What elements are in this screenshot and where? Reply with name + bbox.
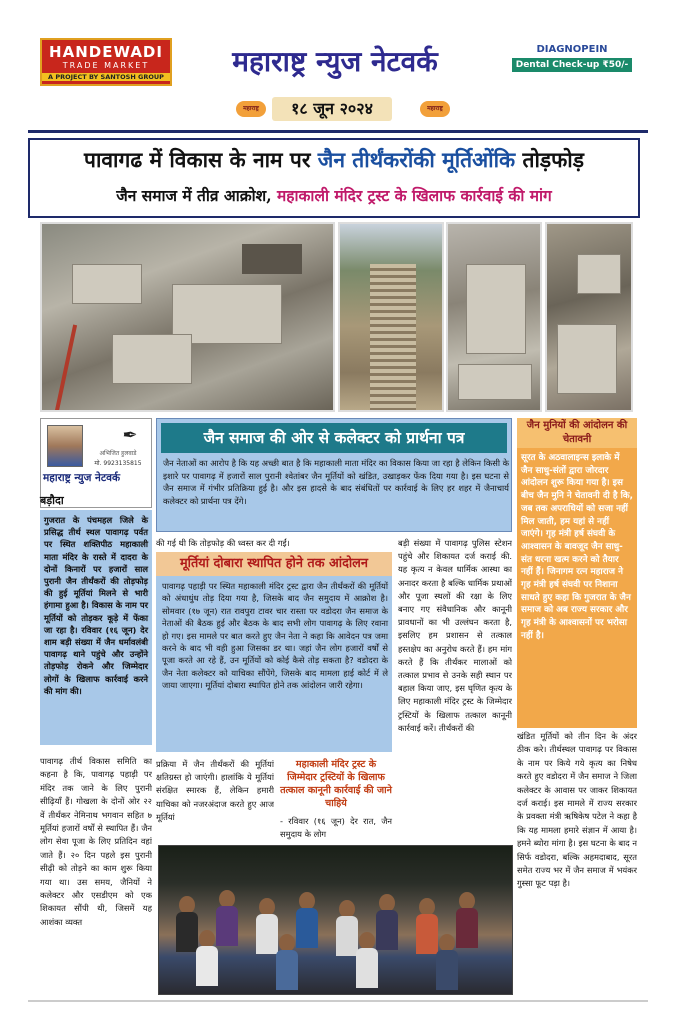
pen-nib-icon: ✒ [122, 425, 138, 446]
logo-name: HANDEWADI [49, 43, 163, 61]
petition-section [156, 418, 512, 532]
main-headline [30, 146, 638, 174]
ad-brand: DIAGNOPEIN [536, 44, 608, 55]
headline-part3: तोड़फोड़ [522, 147, 584, 172]
staircase-photo [338, 222, 444, 412]
lead-paragraph: गुजरात के पंचमहल जिले के प्रसिद्ध तीर्थ स्थल पावागढ़ पर्वत पर स्थित शक्तिपीठ महाकाली माता मंदिर के रास्ते में दादरा के दोनों किनारों पर हजारों साल पुरानी जैन तीर्थंकरों की तोड़फोड़ की हुई मूर्तियां मिलने से भारी हंगामा हुआ है। विकास के नाम पर मूर्तियों को तोड़कर कूड़े में फेंका जा रहा है। रविवार (१६ जून) देर शाम बड़ी संख्या में जैन धर्मावलंबी पावागढ़ थाने पहुंचे और उन्होंने तोड़फोड़ रोकने और जिम्मेदार लोगों के खिलाफ कार्रवाई करने की मांग की। [40, 510, 152, 745]
trust-action-subheading: महाकाली मंदिर ट्रस्ट के जिम्मेदार ट्रस्टियों के खिलाफ तत्काल कानूनी कार्रवाई की जाने चाहिये [280, 759, 392, 809]
middle-column-text: बड़ी संख्या में पावागढ़ पुलिस स्टेशन पहुंचे और शिकायत दर्ज कराई की. यह कृत्य न केवल धार्मिक आस्था का अनादर करता है बल्कि धार्मिक प्रथाओं और पूजा स्थलों की रक्षा के लिए बनाए गए संवैधानिक और कानूनी प्रावधानों का भी उल्लंघन करता है, इसलिए हम प्रशासन से तत्काल हस्तक्षेप का अनुरोध करते हैं। हम मांग करते हैं कि तीर्थंकर मालाओं को तत्काल प्रभाव से उनके सही स्थान पर बहाल किया जाए, इस घृणित कृत्य के लिए महाकाली मंदिर ट्रस्ट के जिम्मेदार ट्रस्टियों के खिलाफ तत्काल कानूनी कार्रवाई करें। तीर्थंकरों की [398, 538, 512, 733]
reporter-name: अभिजित हुलवाडे [99, 450, 137, 457]
logo-credit: A PROJECT BY SANTOSH GROUP [42, 73, 170, 81]
broken-idols-photo-3 [545, 222, 633, 412]
right-column-text: खंडित मूर्तियों को तीन दिन के अंदर ठीक करे। तीर्थस्थल पावागढ़ पर विकास के नाम पर किये गये कृत्य का निषेध करते हुए वडोदरा में जैन समाज ने जिला कलेक्टर के आवास पर जाकर शिकायत दर्ज कराई। इस मामले में राज्य सरकार के प्रवक्ता मंत्री ऋषिकेष पटेल ने कहा है कि यह मामला हमारे संज्ञान में आया है। हमने ब्योरा मांगा है। इस घटना के बाद न सिर्फ वडोदरा, बल्कि अहमदाबाद, सूरत समेत राज्य भर में जैन समाज में भयंकर गुस्सा फूट पड़ा है। [517, 731, 637, 889]
warning-section [517, 418, 637, 728]
subheadline [30, 184, 638, 206]
header-divider [28, 130, 648, 133]
bottom-divider [28, 1000, 648, 1002]
logo-tagline: TRADE MARKET [62, 61, 150, 70]
reporter-brand: महाराष्ट्र न्युज नेटवर्क [43, 472, 121, 484]
subhead-part1: जैन समाज में तीव्र आक्रोश, [116, 186, 278, 205]
warning-heading: जैन मुनियों की आंदोलन की चेतावनी [517, 418, 637, 448]
middle-line: की गई थी कि तोड़फोड़ की ध्वस्त कर दी गईं। [156, 538, 290, 548]
subhead-part2: महाकाली मंदिर ट्रस्ट के खिलाफ कार्रवाई की मांग [277, 186, 552, 205]
ad-offer: Dental Check-up ₹50/- [512, 58, 632, 72]
middle-lower-text: प्रक्रिया में जैन तीर्थंकरों की मूर्तियां क्षतिग्रस्त हो जाएंगी। हालांकि ये मूर्तियां संरक्षित स्मारक हैं, लेकिन हमारी याचिका को नजरअंदाज करते हुए आज मूर्तियां [156, 759, 274, 822]
masthead-title: महाराष्ट्र न्युज नेटवर्क [232, 45, 438, 78]
middle-lower-text-2: - रविवार (१६ जून) देर रात, जैन समुदाय के लोग [280, 816, 392, 840]
statues-section [156, 552, 392, 752]
dateline-city: बड़ौदा [40, 494, 64, 507]
statues-text: पावागढ़ पहाड़ी पर स्थित महाकाली मंदिर ट्रस्ट द्वारा जैन तीर्थंकरों की मूर्तियों को अंधाधुंध तोड़ दिया गया है, जिसके बाद जैन समुदाय में आक्रोश है। सोमवार (१७ जून) रात रावपुरा टावर चार रास्ता पर वडोदरा जैन समाज के नेताओं की बैठक हुई और बैठक के बाद सभी लोग पावागढ़ के लिए रवाना हो गए। इस मामले पर बात करते हुए जैन नेता ने कहा कि आवेदन पत्र जमा करने के बाद भी वही हुआ जिसका डर था। जहां जैन लोग हजारों वर्षों से पूजा करते आ रहे हैं, उन मूर्तियों को कोई कैसे तोड़ सकता है? वडोदरा के जैन नेता कलेक्टर को याचिका सौंपेंगे, जिसके बाद मामला हाई कोर्ट में ले जाया जाएगा। मूर्तियां दोबारा स्थापित होने तक आंदोलन जारी रहेगा। [162, 581, 388, 691]
headline-part2: जैन तीर्थंकरोंकी मूर्तिओंकि [317, 147, 523, 172]
broken-idols-photo-2 [446, 222, 542, 412]
headline-part1: पावागढ में विकास के नाम पर [84, 147, 318, 172]
reporter-avatar [47, 425, 83, 467]
left-mini-badge: महाराष्ट्र [236, 101, 266, 117]
right-mini-badge: महाराष्ट्र [420, 101, 450, 117]
reporter-phone: मो. 9923135815 [94, 460, 142, 467]
warning-text: सूरत के अठवालाइन्स इलाके में जैन साधु-संतों द्वारा जोरदार आंदोलन शुरू किया गया है। इस बीच जैन मुनि ने चेतावनी दी है कि, जब तक अपराधियों को सजा नहीं मिल जाती, हम यहां से नहीं जाएंगे। गृह मंत्री हर्ष संघवी के आश्वासन के बावजूद जैन साधु-संत धरना खत्म करने को तैयार नहीं हैं। जिनागम रत्न महाराज ने गृह मंत्री हर्ष संघवी पर निशाना साधते हुए कहा कि गुजरात के जैन समाज को अब राज्य सरकार और गृह मंत्री के आश्वासनों पर भरोसा नहीं है। [521, 453, 633, 641]
broken-idols-photo-1 [40, 222, 335, 412]
statues-heading: मूर्तियां दोबारा स्थापित होने तक आंदोलन [156, 552, 392, 576]
handewadi-logo [40, 38, 172, 86]
petition-heading: जैन समाज की ओर से कलेक्टर को प्रार्थना पत्र [161, 423, 507, 453]
diagnopein-ad [512, 44, 632, 80]
jain-community-group-photo [158, 845, 513, 995]
headline-box [28, 138, 640, 218]
issue-date: १८ जून २०२४ [272, 97, 392, 121]
petition-text: जैन नेताओं का आरोप है कि यह अच्छी बात है कि महाकाली माता मंदिर का विकास किया जा रहा है लेकिन किसी के इशारे पर पावागढ़ में हजारों साल पुरानी श्वेतांबर जैन मूर्तियों को खंडित, उखाड़कर फेंक दिया गया है। इस घटना से जैन समाज में गंभीर प्रतिक्रिया हुई है। और इस हादसे के बाद संबंधितों पर कार्रवाई के लिए हर शहर में जैनाचार्य कलेक्टर को प्रार्थना पत्र देंगे। [163, 458, 509, 506]
left-column-text: पावागढ़ तीर्थ विकास समिति का कहना है कि, पावागढ़ पहाड़ी पर मंदिर तक जाने के लिए पुरानी सीढ़ियाँ हैं। गोखला के दोनों ओर २२ वें तीर्थंकर नेमिनाथ भगवान सहित ७ मूर्तियां हजारों वर्षों से स्थापित हैं। जैन लोग सेवा पूजा के लिए प्रतिदिन वहां जाते हैं। २० दिन पहले इस पुरानी सीढ़ी को तोड़ने का काम शुरू किया गया था। उस समय, जैनियों ने कलेक्टर और एसडीएम को एक शिकायत सौंपी थी, जिसमें यह आशंका व्यक्त [40, 756, 152, 927]
